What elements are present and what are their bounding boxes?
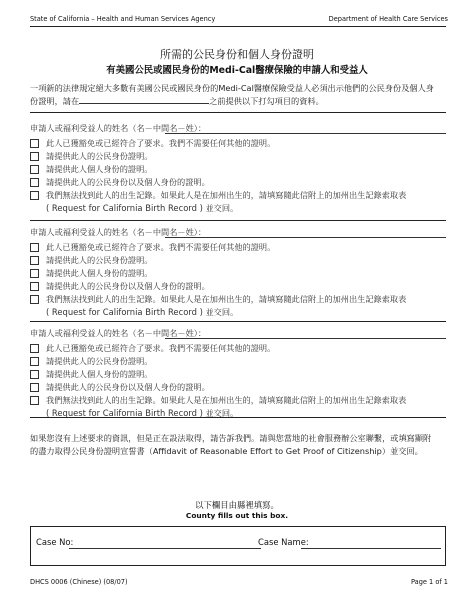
option-label: 此人已獲豁免或已經符合了要求。我們不需要任何其他的證明。: [46, 138, 276, 148]
case-name-label: Case Name:: [258, 537, 309, 547]
name-row: [30, 227, 446, 239]
name-row: [30, 328, 446, 340]
affidavit-line-1: 如果您沒有上述要求的資訊，但是正在設法取得，請告訴我們。請與您當地的社會服務辦公室聯繫，或填寫顯附: [30, 433, 432, 443]
name-row: [30, 123, 446, 135]
case-no-label: Case No:: [36, 537, 74, 547]
checkbox[interactable]: [30, 165, 39, 174]
deadline-date-field[interactable]: [79, 103, 209, 104]
option-label: [46, 293, 446, 318]
option-label: 請提供此人的公民身份以及個人身份的證明。: [46, 281, 210, 291]
checkbox[interactable]: [30, 396, 39, 405]
option-label: [46, 189, 446, 214]
option-label: 請提供此人個人身份的證明。: [46, 268, 153, 278]
section-divider-2: [30, 220, 446, 221]
section-divider-1: [30, 112, 446, 113]
form-number: DHCS 0006 (Chinese) (08/07): [30, 578, 128, 586]
page-number: Page 1 of 1: [411, 578, 448, 586]
intro-paragraph: [30, 82, 448, 107]
name-label: 申請人或福利受益人的姓名（名－中間名－姓）：: [30, 227, 207, 237]
option-label: 請提供此人的公民身份證明。: [46, 356, 153, 366]
name-input-line[interactable]: [165, 133, 446, 134]
checkbox[interactable]: [30, 269, 39, 278]
page-title: 所需的公民身份和個人身份證明: [160, 48, 314, 61]
affidavit-line-2-end: ）並交回。: [381, 445, 423, 456]
checkbox[interactable]: [30, 256, 39, 265]
option-label: 請提供此人個人身份的證明。: [46, 164, 153, 174]
county-title-english: County fills out this box.: [185, 511, 289, 520]
option-label: 請提供此人個人身份的證明。: [46, 369, 153, 379]
affidavit-line-2: [30, 445, 448, 458]
case-no-field[interactable]: [69, 548, 261, 549]
affidavit-form-name: Affidavit of Reasonable Effort to Get Proof of Citizenship: [152, 445, 382, 456]
person-section-3: [30, 328, 446, 418]
name-input-line[interactable]: [165, 237, 446, 238]
checkbox[interactable]: [30, 282, 39, 291]
option-label: 請提供此人的公民身份證明。: [46, 151, 153, 161]
checkbox[interactable]: [30, 344, 39, 353]
checkbox[interactable]: [30, 357, 39, 366]
birth-line-2-end: 並交回。: [205, 306, 239, 317]
birth-line-2-end: 並交回。: [205, 407, 239, 418]
section-divider-4: [30, 417, 446, 418]
section-divider-3: [30, 321, 446, 322]
checkbox[interactable]: [30, 295, 39, 304]
option-label: 請提供此人的公民身份證明。: [46, 255, 153, 265]
intro-line-1: 一項新的法律規定絕大多數有美國公民或國民身份的Medi-Cal醫療保險受益人必須出示他們的公民身份及個人身: [30, 83, 434, 93]
agency-header: State of California – Health and Human Services Agency: [30, 15, 216, 23]
birth-request-form-name: ( Request for California Birth Record ): [46, 306, 203, 317]
affidavit-note: [30, 432, 448, 457]
birth-line-1: 我們無法找到此人的出生記錄。如果此人是在加州出生的，請填寫隨此信附上的加州出生記錄索取表: [46, 294, 407, 304]
name-input-line[interactable]: [165, 338, 446, 339]
checkbox[interactable]: [30, 152, 39, 161]
option-label: 此人已獲豁免或已經符合了要求。我們不需要任何其他的證明。: [46, 343, 276, 353]
checkbox[interactable]: [30, 178, 39, 187]
checkbox[interactable]: [30, 370, 39, 379]
case-name-field[interactable]: [301, 548, 441, 549]
person-section-2: [30, 227, 446, 317]
intro-line-2-start: 份證明，請在: [30, 95, 80, 106]
name-label: 申請人或福利受益人的姓名（名－中間名－姓）：: [30, 123, 207, 133]
checkbox[interactable]: [30, 191, 39, 200]
department-header: Department of Health Care Services: [328, 15, 448, 23]
birth-request-form-name: ( Request for California Birth Record ): [46, 407, 203, 418]
header-divider: [30, 26, 446, 27]
birth-request-form-name: ( Request for California Birth Record ): [46, 202, 203, 213]
checkbox[interactable]: [30, 243, 39, 252]
county-title-chinese: 以下欄目由縣裡填寫。: [195, 500, 279, 510]
person-section-1: [30, 123, 446, 213]
name-label: 申請人或福利受益人的姓名（名－中間名－姓）：: [30, 328, 207, 338]
checkbox[interactable]: [30, 139, 39, 148]
birth-line-2-end: 並交回。: [205, 202, 239, 213]
intro-line-2-end: 之前提供以下打勾項目的資料。: [209, 95, 324, 106]
page-subtitle: 有美國公民或國民身份的Medi-Cal醫療保險的申請人和受益人: [106, 65, 368, 76]
county-box: [30, 526, 446, 566]
option-label: 請提供此人的公民身份以及個人身份的證明。: [46, 382, 210, 392]
checkbox[interactable]: [30, 383, 39, 392]
birth-line-1: 我們無法找到此人的出生記錄。如果此人是在加州出生的，請填寫隨此信附上的加州出生記錄索取表: [46, 395, 407, 405]
intro-line-2: [30, 95, 448, 108]
option-label: 請提供此人的公民身份以及個人身份的證明。: [46, 177, 210, 187]
affidavit-line-2-start: 的盡力取得公民身份證明宣誓書（: [30, 445, 153, 456]
option-label: 此人已獲豁免或已經符合了要求。我們不需要任何其他的證明。: [46, 242, 276, 252]
birth-line-1: 我們無法找到此人的出生記錄。如果此人是在加州出生的，請填寫隨此信附上的加州出生記錄索取表: [46, 190, 407, 200]
option-label: [46, 394, 446, 419]
